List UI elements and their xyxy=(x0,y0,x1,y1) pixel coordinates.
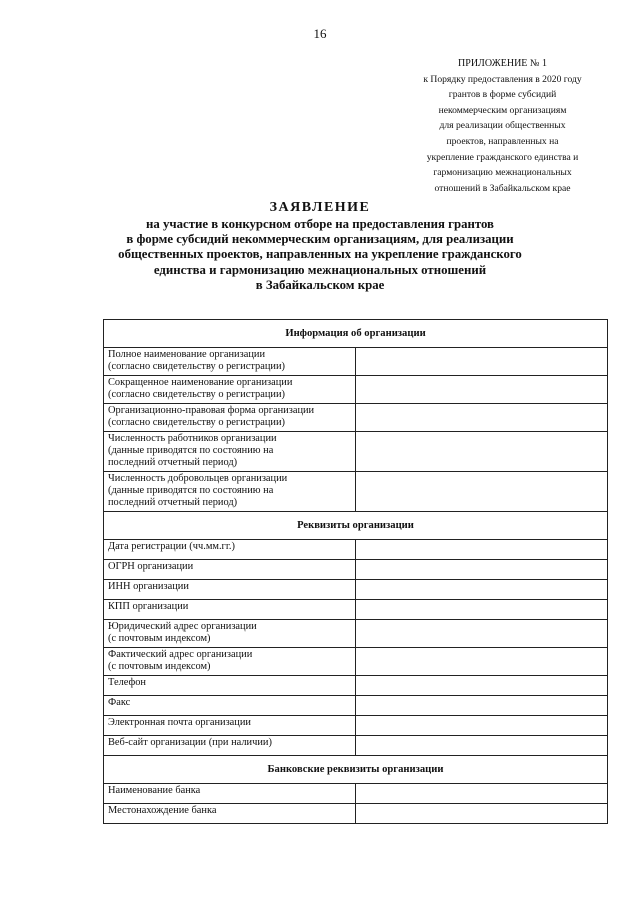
field-label-line: (согласно свидетельству о регистрации) xyxy=(108,388,285,400)
appendix-line: проектов, направленных на xyxy=(446,135,559,147)
section-heading: Банковские реквизиты организации xyxy=(104,756,608,784)
table-row xyxy=(104,580,608,600)
field-label-line: Местонахождение банка xyxy=(108,805,217,816)
field-label-line: Численность добровольцев организации xyxy=(108,473,288,484)
field-label-line: Телефон xyxy=(108,677,146,688)
field-label-line: Юридический адрес организации xyxy=(108,621,257,632)
document-subtitle-line: в форме субсидий некоммерческим организациям, для реализации xyxy=(126,232,514,247)
document-title: ЗАЯВЛЕНИЕ xyxy=(269,200,371,215)
field-label xyxy=(104,348,356,376)
field-label-line: (с почтовым индексом) xyxy=(108,660,211,672)
field-label-line: (данные приводятся по состоянию на xyxy=(108,484,274,496)
appendix-line: грантов в форме субсидий xyxy=(448,89,557,101)
field-label-line: (согласно свидетельству о регистрации) xyxy=(108,360,285,372)
field-label-line: ОГРН организации xyxy=(108,561,194,572)
field-label-line: (согласно свидетельству о регистрации) xyxy=(108,416,285,428)
field-value[interactable] xyxy=(356,736,608,756)
table-row xyxy=(104,716,608,736)
table-row xyxy=(104,620,608,648)
section-header-row xyxy=(104,320,608,348)
appendix-line: отношений в Забайкальском крае xyxy=(434,182,571,194)
field-label-line: Численность работников организации xyxy=(108,433,277,444)
field-label xyxy=(104,580,356,600)
table-row xyxy=(104,472,608,512)
appendix-line: гармонизацию межнациональных xyxy=(433,167,572,179)
field-label xyxy=(104,784,356,804)
page-number: 16 xyxy=(313,26,327,41)
field-value[interactable] xyxy=(356,696,608,716)
field-value[interactable] xyxy=(356,404,608,432)
field-value[interactable] xyxy=(356,676,608,696)
field-value[interactable] xyxy=(356,472,608,512)
table-row xyxy=(104,404,608,432)
section-header-row xyxy=(104,756,608,784)
field-label xyxy=(104,404,356,432)
field-label-line: Фактический адрес организации xyxy=(108,649,253,660)
document-subtitle-line: на участие в конкурсном отборе на предоставления грантов xyxy=(146,217,494,231)
field-label xyxy=(104,620,356,648)
field-label xyxy=(104,560,356,580)
field-label-line: (данные приводятся по состоянию на xyxy=(108,444,274,456)
field-label xyxy=(104,676,356,696)
field-label xyxy=(104,648,356,676)
field-label-line: Веб-сайт организации (при наличии) xyxy=(108,737,272,748)
field-label-line: Дата регистрации (чч.мм.гг.) xyxy=(108,541,235,552)
field-label-line: Сокращенное наименование организации xyxy=(108,377,293,388)
field-label-line: последний отчетный период) xyxy=(108,496,238,508)
field-value[interactable] xyxy=(356,716,608,736)
document-subtitle-line: общественных проектов, направленных на укрепление гражданского xyxy=(118,247,522,262)
application-form-table xyxy=(103,319,608,824)
table-row xyxy=(104,600,608,620)
field-value[interactable] xyxy=(356,348,608,376)
field-label xyxy=(104,804,356,824)
field-label xyxy=(104,600,356,620)
field-label xyxy=(104,736,356,756)
table-row xyxy=(104,784,608,804)
appendix-title: ПРИЛОЖЕНИЕ № 1 xyxy=(458,58,547,69)
section-heading: Реквизиты организации xyxy=(104,512,608,540)
field-label-line: Электронная почта организации xyxy=(108,717,251,728)
field-value[interactable] xyxy=(356,648,608,676)
field-label-line: Организационно-правовая форма организации xyxy=(108,405,315,416)
field-value[interactable] xyxy=(356,560,608,580)
field-value[interactable] xyxy=(356,432,608,472)
document-subtitle-line: в Забайкальском крае xyxy=(255,277,385,292)
section-header-row xyxy=(104,512,608,540)
field-label xyxy=(104,716,356,736)
field-label-line: КПП организации xyxy=(108,601,189,612)
field-value[interactable] xyxy=(356,620,608,648)
table-row xyxy=(104,696,608,716)
appendix-line: укрепление гражданского единства и xyxy=(426,151,579,163)
table-row xyxy=(104,560,608,580)
appendix-line: к Порядку предоставления в 2020 году xyxy=(423,73,582,85)
document-heading xyxy=(0,199,640,293)
table-row xyxy=(104,676,608,696)
table-row xyxy=(104,804,608,824)
field-value[interactable] xyxy=(356,540,608,560)
table-row xyxy=(104,540,608,560)
field-label-line: ИНН организации xyxy=(108,581,189,592)
table-row xyxy=(104,648,608,676)
field-value[interactable] xyxy=(356,580,608,600)
field-value[interactable] xyxy=(356,784,608,804)
field-value[interactable] xyxy=(356,804,608,824)
field-label-line: Полное наименование организации xyxy=(108,349,266,360)
table-row xyxy=(104,432,608,472)
field-value[interactable] xyxy=(356,600,608,620)
field-label-line: Факс xyxy=(108,697,131,708)
field-value[interactable] xyxy=(356,376,608,404)
field-label-line: последний отчетный период) xyxy=(108,456,238,468)
field-label-line: (с почтовым индексом) xyxy=(108,632,211,644)
field-label xyxy=(104,432,356,472)
table-row xyxy=(104,348,608,376)
field-label xyxy=(104,696,356,716)
field-label-line: Наименование банка xyxy=(108,785,201,796)
table-row xyxy=(104,736,608,756)
field-label xyxy=(104,376,356,404)
table-row xyxy=(104,376,608,404)
field-label xyxy=(104,540,356,560)
appendix-line: некоммерческим организациям xyxy=(438,104,567,116)
document-subtitle-line: единства и гармонизацию межнациональных отношений xyxy=(153,262,487,277)
section-heading: Информация об организации xyxy=(104,320,608,348)
appendix-line: для реализации общественных xyxy=(439,120,566,132)
field-label xyxy=(104,472,356,512)
appendix-block xyxy=(400,56,605,196)
